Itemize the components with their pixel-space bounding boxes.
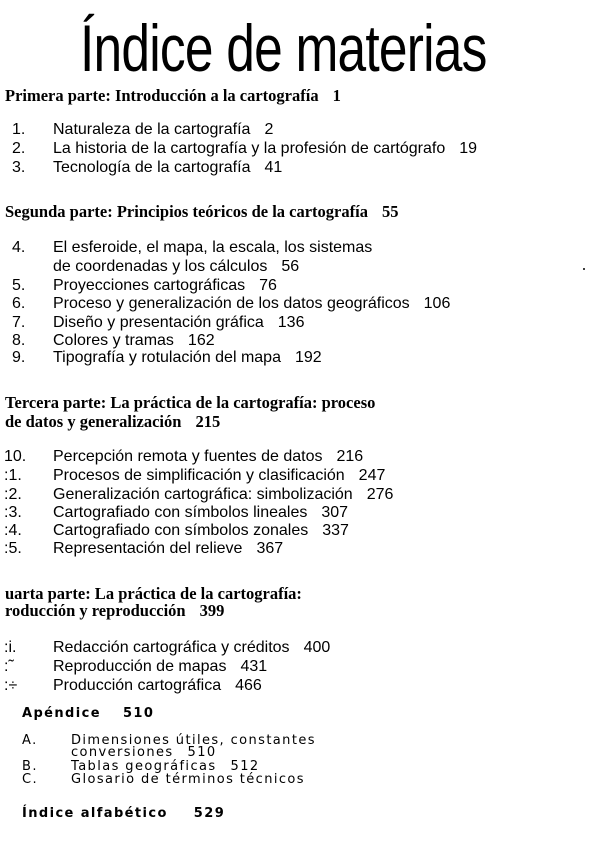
part-3-heading-line-1: Tercera parte: La práctica de la cartografía: proceso — [5, 393, 376, 412]
entry-title-line-2: de coordenadas y los cálculos — [53, 258, 268, 275]
entry-title: Representación del relieve — [53, 540, 243, 557]
entry-number: 1. — [12, 121, 26, 138]
appendix-item-title-line-1: Dimensiones útiles, constantes — [71, 733, 316, 748]
entry-number: 2. — [12, 140, 26, 157]
part-4-page: 399 — [199, 601, 225, 620]
speck-mark — [583, 268, 585, 270]
entry-number: :3. — [4, 504, 22, 521]
appendix-heading — [22, 706, 154, 721]
part-4-heading-line-1: uarta parte: La práctica de la cartografía: — [5, 584, 302, 603]
entry-number: :1. — [4, 467, 22, 484]
entry-page: 41 — [264, 159, 283, 176]
index-heading — [22, 806, 225, 821]
entry-page: 162 — [187, 332, 215, 349]
entry-title: Colores y tramas — [53, 332, 174, 349]
entry-number: :˜ — [4, 658, 14, 675]
entry-title: Naturaleza de la cartografía — [53, 121, 251, 138]
appendix-page: 510 — [122, 706, 155, 721]
entry-page: 56 — [281, 258, 300, 275]
entry-page: 106 — [423, 295, 451, 312]
part-4-heading-text: roducción y reproducción — [5, 601, 186, 620]
entry-page: 136 — [277, 314, 305, 331]
appendix-item-title: Tablas geográficas — [71, 759, 217, 774]
appendix-item-title: Glosario de términos técnicos — [71, 772, 305, 787]
part-2-page: 55 — [381, 202, 399, 221]
part-3-heading-line-2 — [5, 412, 220, 432]
entry-number: 3. — [12, 159, 26, 176]
entry-page: 400 — [303, 639, 331, 656]
entry-page: 192 — [294, 349, 322, 366]
entry-page: 2 — [264, 121, 274, 138]
appendix-item-letter: B. — [22, 759, 38, 774]
entry-number: 9. — [12, 349, 26, 366]
entry-title: Cartografiado con símbolos zonales — [53, 522, 309, 539]
entry-page: 19 — [459, 140, 478, 157]
index-heading-text: Índice alfabético — [22, 806, 168, 821]
entry-number: 4. — [12, 239, 26, 256]
part-1-heading-text: Primera parte: Introducción a la cartografía — [5, 86, 319, 105]
entry-page: 337 — [322, 522, 349, 539]
entry-title: Procesos de simplificación y clasificación — [53, 467, 345, 484]
entry-title: Diseño y presentación gráfica — [53, 314, 264, 331]
entry-number: 8. — [12, 332, 26, 349]
entry-title: Tipografía y rotulación del mapa — [53, 349, 281, 366]
page-title: Índice de materias — [80, 11, 487, 85]
appendix-item-letter: C. — [22, 772, 39, 787]
part-2-heading — [5, 202, 398, 222]
entry-title: Tecnología de la cartografía — [53, 159, 251, 176]
entry-title: Proyecciones cartográficas — [53, 277, 246, 294]
entry-number: 10. — [4, 448, 27, 465]
part-3-heading-text: de datos y generalización — [5, 412, 182, 431]
entry-title: Cartografiado con símbolos lineales — [53, 504, 308, 521]
appendix-item-title-line-2: conversiones — [71, 745, 174, 760]
entry-title: Reproducción de mapas — [53, 658, 227, 675]
part-2-heading-text: Segunda parte: Principios teóricos de la cartografía — [5, 202, 368, 221]
part-4-heading-line-2 — [5, 601, 224, 621]
entry-number: :i. — [4, 639, 17, 656]
entry-title: Percepción remota y fuentes de datos — [53, 448, 323, 465]
entry-title: Proceso y generalización de los datos geográficos — [53, 295, 410, 312]
entry-page: 247 — [358, 467, 386, 484]
entry-number: 7. — [12, 314, 26, 331]
entry-title: Redacción cartográfica y créditos — [53, 639, 290, 656]
entry-number: :2. — [4, 486, 22, 503]
entry-page: 216 — [336, 448, 364, 465]
entry-page: 307 — [321, 504, 349, 521]
index-page: 529 — [193, 806, 226, 821]
entry-page: 431 — [240, 658, 268, 675]
part-1-heading — [5, 86, 341, 106]
entry-number: :5. — [4, 540, 22, 557]
entry-number: :4. — [4, 522, 22, 539]
entry-number: 6. — [12, 295, 26, 312]
entry-title: La historia de la cartografía y la profesión de cartógrafo — [53, 140, 446, 157]
entry-title: Generalización cartográfica: simbolización — [53, 486, 353, 503]
appendix-item-page: 512 — [230, 759, 260, 774]
entry-page: 276 — [366, 486, 394, 503]
entry-page: 466 — [235, 677, 262, 694]
appendix-item-letter: A. — [22, 733, 38, 748]
entry-title-line-1: El esferoide, el mapa, la escala, los sistemas — [53, 239, 373, 256]
entry-page: 76 — [259, 277, 277, 294]
appendix-heading-text: Apéndice — [22, 706, 101, 721]
entry-page: 367 — [256, 540, 284, 557]
entry-number: :÷ — [4, 677, 18, 694]
entry-title: Producción cartográfica — [53, 677, 222, 694]
appendix-item-page: 510 — [187, 745, 217, 760]
part-1-page: 1 — [332, 86, 341, 105]
entry-number: 5. — [12, 277, 26, 294]
part-3-page: 215 — [195, 412, 221, 431]
